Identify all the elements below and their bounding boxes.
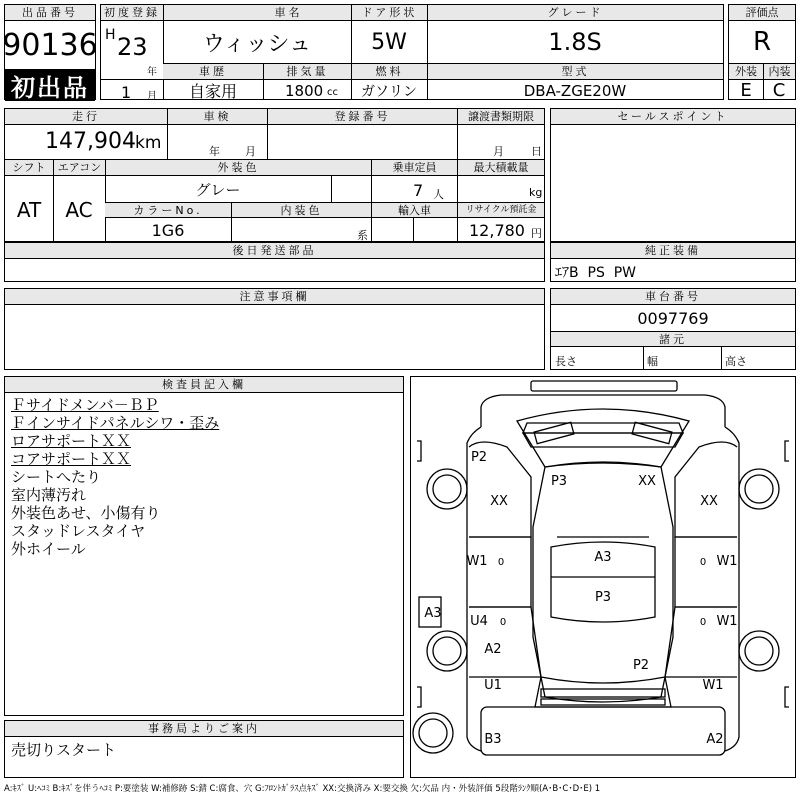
mark-p3-left: P3 — [550, 474, 568, 489]
load-label: 最大積載量 — [457, 160, 544, 176]
transfer-day-unit: 日 — [531, 145, 542, 158]
color-no: 1G6 — [151, 221, 185, 240]
mark-a2-bottom: A2 — [706, 732, 724, 747]
lot-number: 90136 — [2, 27, 98, 63]
era: H — [105, 27, 116, 43]
ac: AC — [65, 197, 93, 222]
later-parts-box — [4, 242, 545, 282]
length-label: 長さ — [555, 355, 577, 368]
mark-a3-left: A3 — [424, 606, 442, 621]
transfer-label: 譲渡書類期限 — [457, 109, 544, 125]
score-box — [728, 4, 796, 100]
inspector-note: ロアサポートＸＸ — [11, 432, 132, 450]
chassis-label: 車台番号 — [551, 289, 795, 305]
legend: A:ｷｽﾞ U:ﾍｺﾐ B:ｷｽﾞを伴うﾍｺﾐ P:要塗装 W:補修跡 S:錆 C:腐食、穴 G:ﾌﾛﾝﾄｶﾞﾗｽ点ｷｽﾞ XX:交換済み X:要交換 欠:欠品 内・外装評価 5段階ﾗﾝｸ順(A･B･C･D･E) 1 — [4, 784, 601, 794]
mark-p3-center: P3 — [594, 590, 612, 605]
inspection-month-unit: 月 — [245, 145, 256, 158]
mileage-label: 走行 — [5, 109, 167, 125]
mark-w1-left: W1 — [466, 554, 488, 569]
caution-label: 注意事項欄 — [5, 289, 544, 305]
inspector-note: Ｆインサイドパネルシワ・歪み — [11, 414, 220, 432]
inspector-notes-box — [4, 376, 404, 716]
first-listing-badge: 初出品 — [5, 69, 95, 101]
shift-label: シフト — [5, 160, 53, 176]
inspector-note: 外ホイール — [11, 540, 86, 558]
mark-w1-right2-val: 0 — [699, 617, 707, 628]
mileage: 147,904 — [45, 129, 136, 154]
inspector-note: 外装色あせ、小傷有り — [11, 504, 161, 522]
inspector-note: 室内薄汚れ — [11, 486, 87, 504]
vehicle-header-box — [100, 4, 724, 100]
capacity: 7 — [413, 181, 424, 200]
int-color-label: 内装色 — [231, 203, 371, 218]
displacement-label: 排気量 — [263, 64, 351, 80]
recycle-unit: 円 — [531, 227, 542, 240]
mark-w1-left-val: 0 — [497, 557, 505, 568]
office-note: 売切りスタート — [11, 741, 117, 759]
transfer-month-unit: 月 — [493, 145, 504, 158]
int-color-suffix: 系 — [357, 229, 368, 242]
car-outline-diagram — [411, 377, 795, 777]
exterior-label: 外装 — [729, 64, 763, 80]
mark-w1-right: W1 — [716, 554, 738, 569]
damage-diagram — [410, 376, 796, 778]
score-label: 評価点 — [729, 5, 795, 21]
door-label: ドア形状 — [351, 5, 427, 21]
capacity-label: 乗車定員 — [371, 160, 457, 176]
history: 自家用 — [188, 82, 237, 101]
ac-label: エアコン — [53, 160, 105, 176]
sales-point-box — [550, 108, 796, 242]
exterior-grade: E — [740, 80, 752, 101]
car-name: ウィッシュ — [202, 31, 312, 57]
inspection-year-unit: 年 — [209, 145, 220, 158]
lot-label: 出品番号 — [5, 5, 95, 21]
mark-w1-right2: W1 — [716, 614, 738, 629]
history-label: 車歴 — [163, 64, 263, 80]
import-label: 輸入車 — [371, 203, 457, 218]
grade: 1.8S — [548, 28, 602, 56]
caution-box — [4, 288, 545, 370]
interior-label: 内装 — [763, 64, 795, 80]
score: R — [752, 27, 772, 57]
mark-u4-val: 0 — [499, 617, 507, 628]
office-note-box — [4, 720, 404, 778]
fuel-label: 燃料 — [351, 64, 427, 80]
sales-point-label: セールスポイント — [551, 109, 795, 125]
mark-u1-left: U1 — [484, 678, 502, 693]
recycle-label: リサイクル預託金 — [457, 203, 544, 218]
load-unit: kg — [529, 186, 543, 199]
mileage-unit: km — [135, 133, 162, 153]
mark-p2-center: P2 — [632, 658, 650, 673]
inspector-note: シートへたり — [11, 468, 102, 486]
height-label: 高さ — [725, 355, 747, 368]
inspector-note: スタッドレスタイヤ — [11, 522, 146, 540]
inspector-label: 検査員記入欄 — [5, 377, 403, 393]
office-label: 事務局よりご案内 — [5, 721, 403, 737]
inspector-note: コアサポートＸＸ — [11, 450, 132, 468]
mark-w1-right-val: 0 — [699, 557, 707, 568]
genuine-equipment: ｴｱB PS PW — [555, 265, 637, 281]
grade-label: グレード — [427, 5, 723, 21]
reg-label: 初度登録 — [101, 5, 163, 21]
car-name-label: 車名 — [163, 5, 413, 21]
mark-a2-left: A2 — [484, 642, 502, 657]
mark-xx-far-right: XX — [700, 494, 718, 509]
chassis-number: 0097769 — [637, 308, 709, 328]
mark-a3-center: A3 — [594, 550, 612, 565]
displacement: 1800 — [285, 82, 324, 100]
inspection-label: 車検 — [167, 109, 267, 125]
reg-month: 1 — [121, 83, 132, 102]
exterior-color: グレー — [195, 180, 241, 199]
reg-year: 23 — [117, 33, 148, 61]
month-unit: 月 — [147, 91, 157, 102]
inspector-note: Ｆサイドメンバ－ＢＰ — [11, 396, 159, 414]
year-unit: 年 — [147, 67, 157, 78]
dimensions-label: 諸元 — [551, 332, 795, 347]
mark-b3-bottom: B3 — [484, 732, 502, 747]
fuel: ガソリン — [361, 83, 417, 100]
registration-label: 登録番号 — [267, 109, 457, 125]
shift: AT — [16, 197, 42, 222]
mark-u4-left: U4 — [470, 614, 488, 629]
door-type: 5W — [371, 29, 407, 55]
capacity-unit: 人 — [433, 188, 444, 201]
recycle-amount: 12,780 — [469, 221, 525, 240]
color-no-label: カラーNo. — [105, 203, 231, 218]
interior-grade: C — [772, 80, 786, 101]
genuine-label: 純正装備 — [551, 243, 795, 259]
genuine-box — [550, 242, 796, 282]
chassis-box — [550, 288, 796, 370]
mark-xx-left: XX — [490, 494, 508, 509]
color-label: 外装色 — [105, 160, 371, 176]
mark-w1-right3: W1 — [702, 678, 724, 693]
info-table — [4, 108, 545, 242]
width-label: 幅 — [647, 355, 658, 368]
mark-xx-right: XX — [638, 474, 656, 489]
later-parts-label: 後日発送部品 — [5, 243, 544, 259]
mark-p2-top: P2 — [470, 450, 488, 465]
lot-number-box — [4, 4, 96, 100]
model-label: 型式 — [427, 64, 723, 80]
model: DBA-ZGE20W — [523, 81, 627, 100]
displacement-unit: cc — [327, 87, 338, 98]
